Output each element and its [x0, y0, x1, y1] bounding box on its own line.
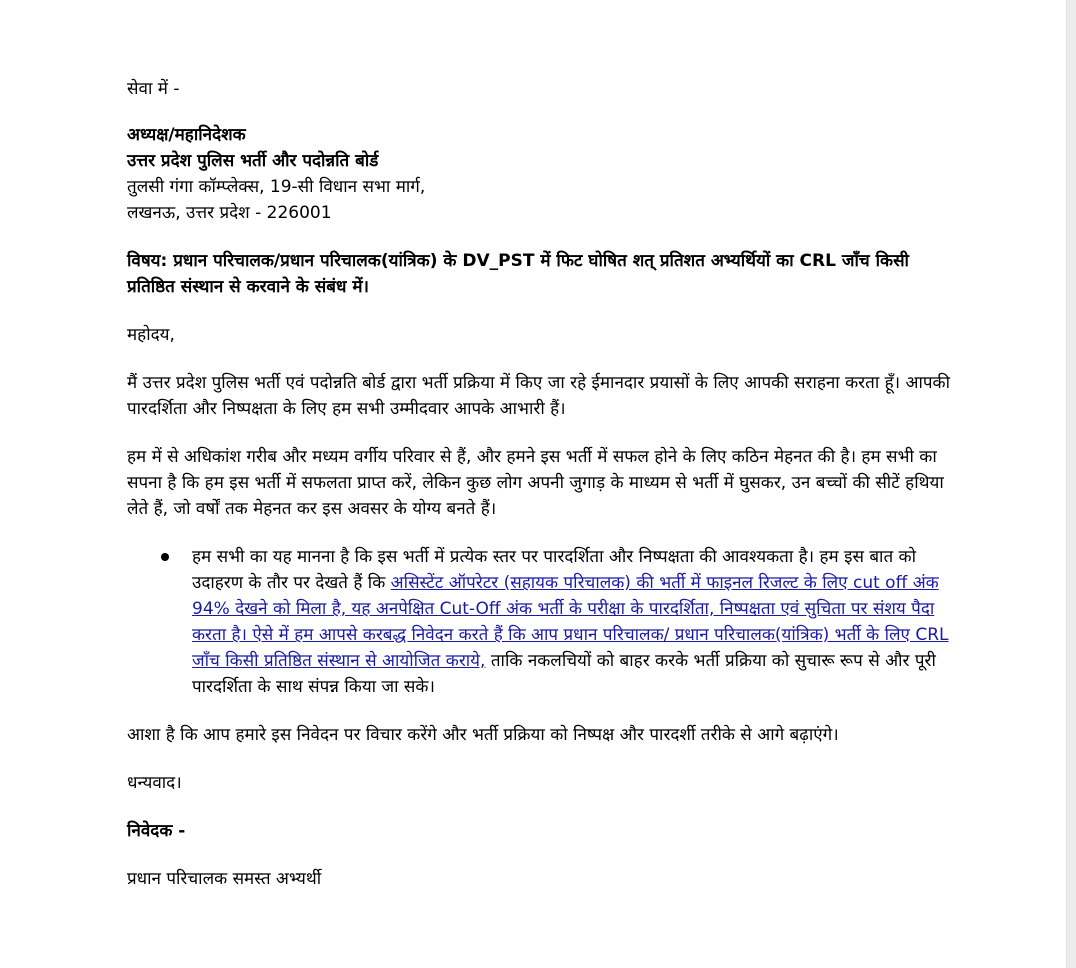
cutoff-reference-link[interactable]: असिस्टेंट ऑपरेटर (सहायक परिचालक) की भर्ती में फाइनल रिजल्ट के लिए cut off अंक 94% देखने को मिला है, यह अनपेक्षित Cut-Off अंक भर्ती के परीक्षा के पारदर्शिता, निष्पक्षता एवं सुचिता पर संशय पैदा करता है। ऐसे में हम आपसे करबद्ध निवेदन करते हैं कि आप प्रधान परिचालक/ प्रधान परिचालक(यांत्रिक) भर्ती के लिए CRL जाँच किसी प्रतिष्ठित संस्थान से आयोजित कराये,: [192, 573, 949, 671]
request-bullet-item: [192, 544, 957, 700]
applicant-name: प्रधान परिचालक समस्त अभ्यर्थी: [127, 869, 322, 889]
recipient-block: [127, 122, 957, 226]
bullet-text-after: ताकि नकलचियों को बाहर करके भर्ती प्रक्रिया को सुचारू रूप से और पूरी पारदर्शिता के साथ संपन्न किया जा सके।: [192, 651, 936, 697]
recipient-designation: अध्यक्ष/महानिदेशक: [127, 125, 246, 145]
letter-document: [127, 76, 957, 892]
salutation-to: सेवा में -: [127, 79, 180, 99]
letter-subject: विषय: प्रधान परिचालक/प्रधान परिचालक(यांत्रिक) के DV_PST में फिट घोषित शत् प्रतिशत अभ्यर्थियों का CRL जाँच किसी प्रतिष्ठित संस्थान से करवाने के संबंध में।: [127, 251, 909, 297]
recipient-address-line2: लखनऊ, उत्तर प्रदेश - 226001: [127, 203, 332, 223]
request-bullet-list: [127, 544, 957, 700]
bullet-text-before: हम सभी का यह मानना है कि इस भर्ती में प्रत्येक स्तर पर पारदर्शिता और निष्पक्षता की आवश्यकता है। हम इस बात को उदाहरण के तौर पर देखते हैं कि: [192, 547, 916, 593]
thanks: धन्यवाद।: [127, 773, 182, 793]
recipient-address-line1: तुलसी गंगा कॉम्प्लेक्स, 19-सी विधान सभा मार्ग,: [127, 177, 426, 197]
recipient-organization: उत्तर प्रदेश पुलिस भर्ती और पदोन्नति बोर्ड: [127, 151, 379, 171]
paragraph-hope: आशा है कि आप हमारे इस निवेदन पर विचार करेंगे और भर्ती प्रक्रिया को निष्पक्ष और पारदर्शी तरीके से आगे बढ़ाएंगे।: [127, 725, 839, 745]
paragraph-appreciation: मैं उत्तर प्रदेश पुलिस भर्ती एवं पदोन्नति बोर्ड द्वारा भर्ती प्रक्रिया में किए जा रहे ईमानदार प्रयासों के लिए आपकी सराहना करता हूँ। आपकी पारदर्शिता और निष्पक्षता के लिए हम सभी उम्मीदवार आपके आभारी हैं।: [127, 373, 950, 419]
applicant-label: निवेदक -: [127, 821, 186, 841]
scrollbar-track[interactable]: [1066, 0, 1076, 968]
paragraph-background: हम में से अधिकांश गरीब और मध्यम वर्गीय परिवार से हैं, और हमने इस भर्ती में सफल होने के लिए कठिन मेहनत की है। हम सभी का सपना है कि हम इस भर्ती में सफलता प्राप्त करें, लेकिन कुछ लोग अपनी जुगाड़ के माध्यम से भर्ती में घुसकर, उन बच्चों की सीटें हथिया लेते हैं, जो वर्षों तक मेहनत कर इस अवसर के योग्य बनते हैं।: [127, 447, 944, 519]
greeting: महोदय,: [127, 325, 175, 345]
